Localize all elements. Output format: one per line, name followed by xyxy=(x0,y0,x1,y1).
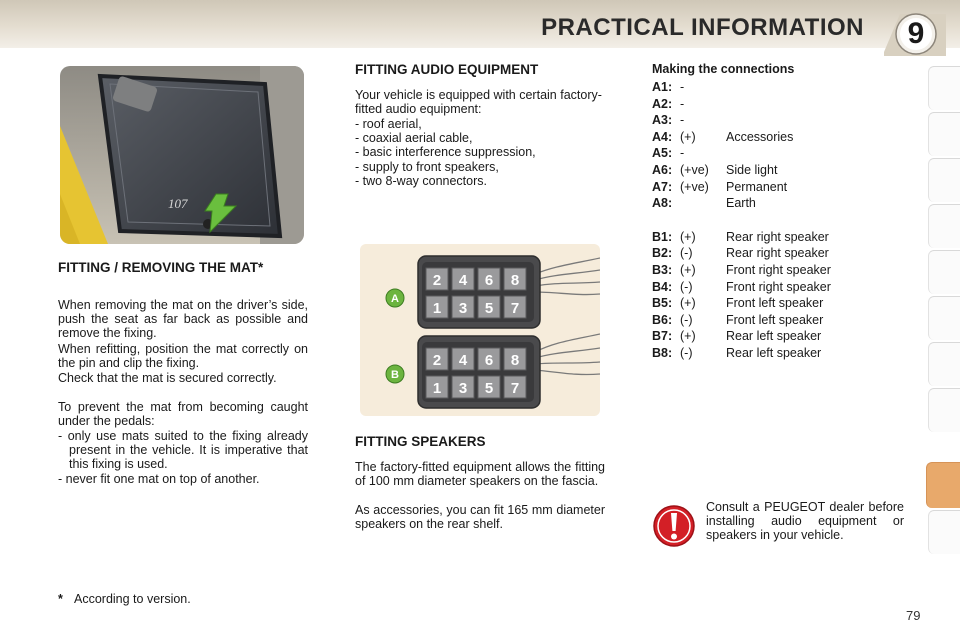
connection-code: A1: xyxy=(652,80,673,94)
footnote-star: * xyxy=(58,592,63,606)
pin-label: 4 xyxy=(458,352,468,369)
connection-description: Earth xyxy=(726,196,756,211)
pin-label: 3 xyxy=(458,300,468,317)
footnote-text: According to version. xyxy=(74,592,191,606)
chapter-tab[interactable] xyxy=(928,296,960,340)
connection-polarity: - xyxy=(680,113,685,128)
connection-row xyxy=(652,195,756,211)
connection-code: B4: xyxy=(652,279,673,294)
connection-code: A4: xyxy=(652,129,673,144)
exclamation-icon xyxy=(652,504,696,548)
connection-polarity: (+) xyxy=(680,263,696,277)
chapter-number: 9 xyxy=(907,17,925,50)
speakers-para-2: As accessories, you can fit 165 mm diameter speakers on the rear shelf. xyxy=(355,503,605,531)
connection-polarity: (+) xyxy=(680,229,696,244)
connection-row xyxy=(652,112,726,128)
connector-a xyxy=(418,256,540,328)
connection-row xyxy=(652,79,726,95)
mat-logo-text: 107 xyxy=(168,196,188,211)
connection-row xyxy=(652,345,821,361)
connection-description: Permanent xyxy=(726,179,788,194)
connection-code: A8: xyxy=(652,196,673,211)
chapter-tab[interactable] xyxy=(928,510,960,554)
floor-mat-photo xyxy=(60,66,304,244)
connection-description: Rear left speaker xyxy=(726,329,822,344)
mat-para-1: When removing the mat on the driver’s side, push the seat as far back as possible and remove the fixing. xyxy=(58,298,308,340)
mat-para-3: Check that the mat is secured correctly. xyxy=(58,371,277,385)
connection-code: A2: xyxy=(652,96,673,111)
connection-row xyxy=(652,229,829,245)
connection-code: A3: xyxy=(652,113,673,128)
chapter-tab[interactable] xyxy=(928,158,960,202)
connection-row xyxy=(652,96,726,112)
speakers-section-title: FITTING SPEAKERS xyxy=(355,434,486,449)
connection-description: Side light xyxy=(726,163,778,177)
pin-label: 8 xyxy=(510,352,520,369)
connection-code: B6: xyxy=(652,312,673,327)
connection-polarity: - xyxy=(680,96,685,111)
list-item: - coaxial aerial cable, xyxy=(355,131,473,146)
list-item: - roof aerial, xyxy=(355,117,422,131)
connection-row xyxy=(652,328,821,344)
connection-code: A7: xyxy=(652,179,673,194)
audio-list xyxy=(355,117,610,188)
pin-label: 4 xyxy=(458,272,468,289)
list-item: - two 8-way connectors. xyxy=(355,173,487,188)
chapter-tab[interactable] xyxy=(928,250,960,294)
footnote xyxy=(58,592,191,606)
connection-row xyxy=(652,262,831,278)
page-number: 79 xyxy=(906,608,921,623)
connection-description: Front right speaker xyxy=(726,263,831,277)
connection-polarity: (+) xyxy=(680,129,696,144)
connector-diagram xyxy=(360,244,600,416)
connection-description: Accessories xyxy=(726,129,794,144)
pin-label: 1 xyxy=(432,380,442,397)
mat-section-title: FITTING / REMOVING THE MAT* xyxy=(58,260,264,275)
connector-b xyxy=(418,336,540,408)
connection-polarity: (-) xyxy=(680,246,693,261)
audio-section-title: FITTING AUDIO EQUIPMENT xyxy=(355,62,539,77)
connection-description: Front left speaker xyxy=(726,312,824,327)
connection-row xyxy=(652,312,823,328)
chapter-tab[interactable] xyxy=(928,204,960,248)
connection-code: B1: xyxy=(652,229,673,244)
connection-row xyxy=(652,129,793,145)
connection-polarity: (+) xyxy=(680,296,696,311)
connection-code: B2: xyxy=(652,246,673,261)
connection-polarity: (-) xyxy=(680,346,693,360)
connection-polarity: - xyxy=(680,146,685,161)
mat-list xyxy=(58,429,308,486)
pin-label: 6 xyxy=(484,352,494,369)
connection-code: B5: xyxy=(652,296,673,311)
chapter-tab[interactable] xyxy=(928,66,960,110)
connection-polarity: (+ve) xyxy=(680,163,709,177)
mat-para-2: When refitting, position the mat correctly on the pin and clip the fixing. xyxy=(58,342,308,370)
connection-description: Front left speaker xyxy=(726,296,824,311)
connection-row xyxy=(652,279,831,295)
list-item: - only use mats suited to the fixing already present in the vehicle. It is imperative that this fixing is used. xyxy=(58,429,308,472)
connection-polarity: (+ve) xyxy=(680,179,709,194)
pin-label: 2 xyxy=(432,352,442,369)
connection-row xyxy=(652,295,823,311)
chapter-tab-active[interactable] xyxy=(926,462,960,508)
connection-code: A5: xyxy=(652,146,673,161)
pin-label: 3 xyxy=(458,380,468,397)
connection-polarity: (+) xyxy=(680,329,696,344)
speakers-para-1: The factory-fitted equipment allows the fitting of 100 mm diameter speakers on the fascia. xyxy=(355,460,605,488)
connection-row xyxy=(652,245,829,261)
pin-label: 5 xyxy=(484,380,494,397)
pin-label: 7 xyxy=(510,380,520,397)
list-item: - supply to front speakers, xyxy=(355,159,499,174)
pin-label: 2 xyxy=(432,272,442,289)
connection-polarity: (-) xyxy=(680,279,693,294)
list-item: - never fit one mat on top of another. xyxy=(58,471,260,486)
connection-polarity: (-) xyxy=(680,312,693,327)
connection-row xyxy=(652,162,777,178)
connection-description: Front right speaker xyxy=(726,279,831,294)
list-item: - basic interference suppression, xyxy=(355,145,536,160)
pin-label: 7 xyxy=(510,300,520,317)
pin-label: 1 xyxy=(432,300,442,317)
connections-title: Making the connections xyxy=(652,62,795,76)
connection-description: Rear left speaker xyxy=(726,346,822,360)
chapter-tab[interactable] xyxy=(928,342,960,386)
connector-a-label: A xyxy=(391,293,399,305)
connection-code: B3: xyxy=(652,263,673,277)
mat-para-4: To prevent the mat from becoming caught under the pedals: xyxy=(58,400,308,428)
audio-intro: Your vehicle is equipped with certain factory-fitted audio equipment: xyxy=(355,88,602,116)
pin-label: 6 xyxy=(484,272,494,289)
connection-description: Rear right speaker xyxy=(726,229,829,244)
connection-polarity: - xyxy=(680,80,685,94)
page-header xyxy=(0,0,960,48)
pin-label: 8 xyxy=(510,272,520,289)
chapter-tabs xyxy=(928,66,960,576)
chapter-tab[interactable] xyxy=(928,388,960,432)
connection-row xyxy=(652,179,787,195)
connection-code: B8: xyxy=(652,346,673,360)
chapter-tab[interactable] xyxy=(928,112,960,156)
connection-row xyxy=(652,145,726,161)
page-title: PRACTICAL INFORMATION xyxy=(541,14,864,41)
pin-label: 5 xyxy=(484,300,494,317)
connection-code: B7: xyxy=(652,329,673,344)
warning-text: Consult a PEUGEOT dealer before installing audio equipment or speakers in your vehicle. xyxy=(706,500,904,542)
connection-code: A6: xyxy=(652,163,673,177)
connection-description: Rear right speaker xyxy=(726,246,829,261)
connector-b-label: B xyxy=(391,369,399,381)
